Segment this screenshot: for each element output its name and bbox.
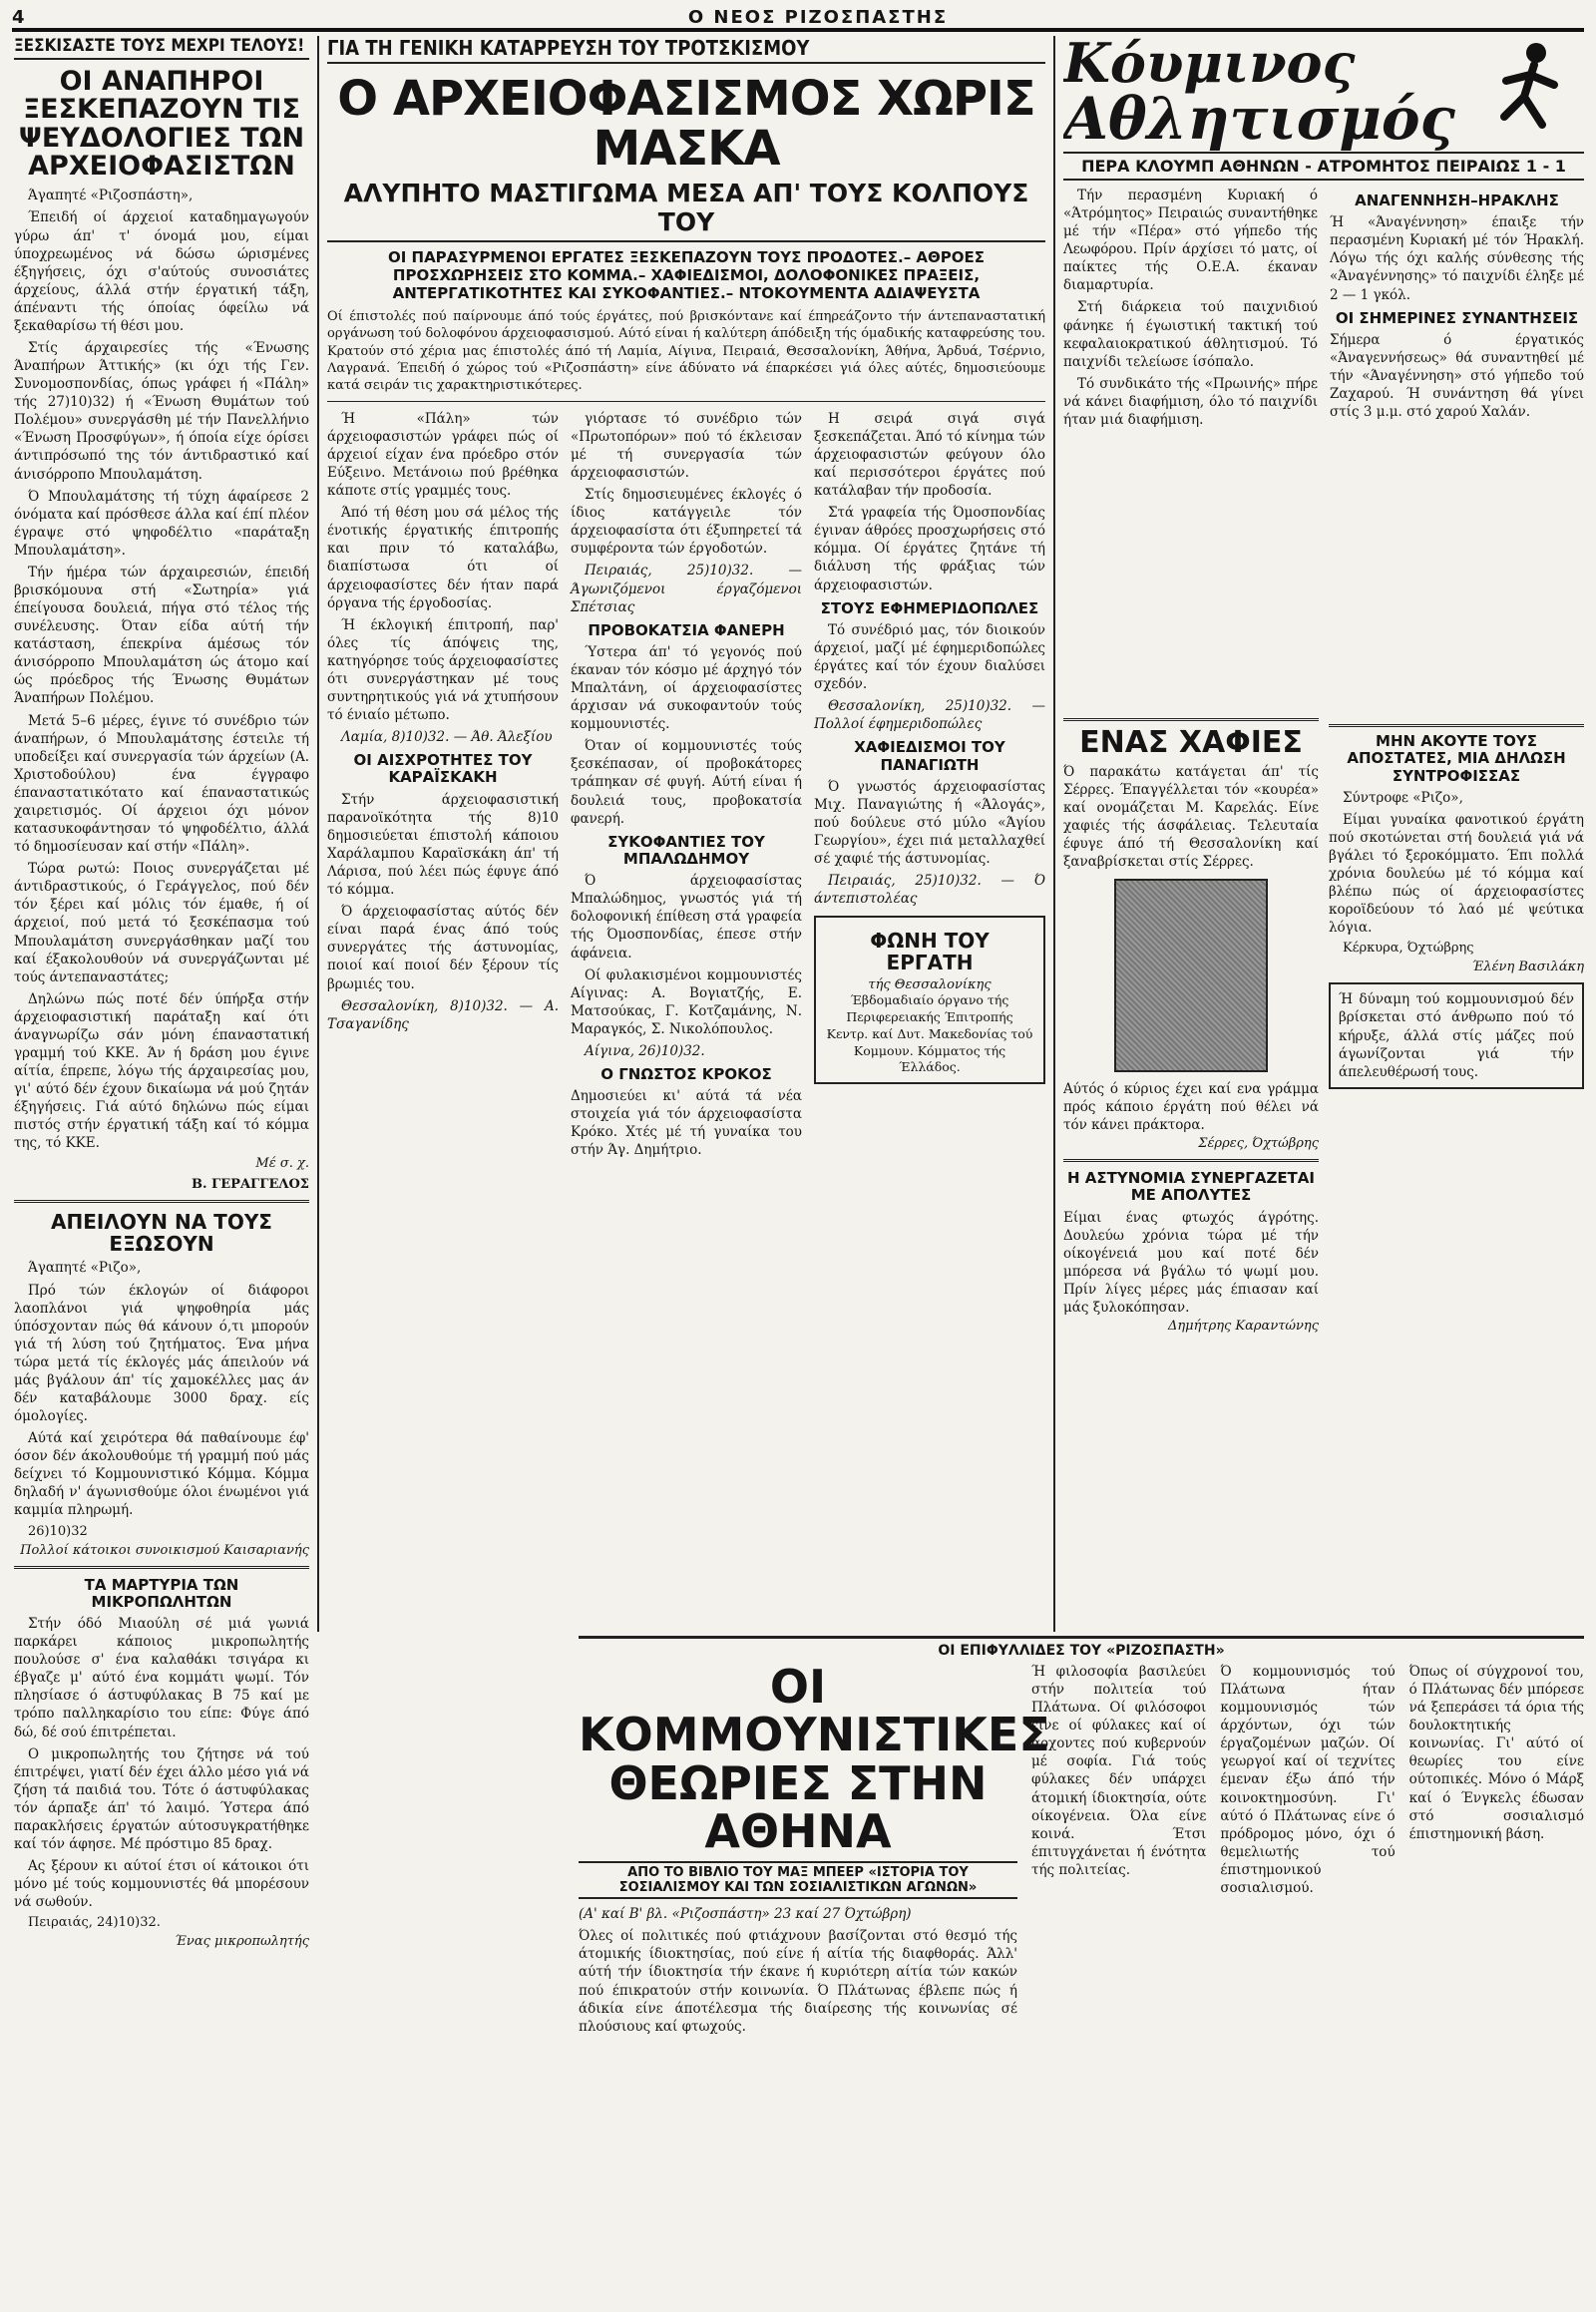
signature: Πολλοί κάτοικοι συνοικισμού Καισαριανής: [20, 1542, 309, 1558]
divider: [14, 1200, 309, 1203]
paragraph: Τό συνδικάτο τής «Πρωινής» πήρε νά κάνει διαφήμιση, όλο τό παιχνίδι ήταν μιά διαφήμιση.: [1063, 375, 1318, 428]
article-body: [1063, 187, 1318, 433]
section-headline: ΜΗΝ ΑΚΟΥΤΕ ΤΟΥΣ ΑΠΟΣΤΑΤΕΣ, ΜΙΑ ΔΗΛΩΣΗ ΣΥΝΤΡΟΦΙΣΣΑΣ: [1329, 724, 1584, 785]
paragraph: Θεσσαλονίκη, 8)10)32. — Α. Τσαγανίδης: [327, 997, 559, 1032]
paragraph: Θεσσαλονίκη, 25)10)32. — Πολλοί έφημεριδοπώλες: [814, 698, 1045, 733]
main-column-a: [327, 410, 559, 1160]
paragraph: Η σειρά σιγά σιγά ξεσκεπάζεται. Άπό τό κίνημα τών άρχειοφασιστών φεύγουν όλο καί περισσότεροι έργάτες πού κατάλαβαν τήν προδοσία.: [814, 410, 1045, 500]
salutation: Σύντροφε «Ριζο»,: [1343, 789, 1463, 806]
section-headline: ΑΝΑΓΕΝΝΗΣΗ–ΗΡΑΚΛΗΣ: [1355, 192, 1559, 209]
box-text: Έβδομαδιαίο όργανο τής Περιφερειακής Έπιτροπής Κεντρ. καί Δυτ. Μακεδονίας τού Κομμουν. Κόμματος τής Έλλάδος.: [826, 992, 1033, 1075]
article-body: [14, 187, 309, 1152]
article-body: Ή «Άναγέννηση» έπαιξε τήν περασμένη Κυριακή μέ τόν Ήρακλή. Λόγω τής όχι καλής σύνθεσης τής «Άναγέννησης» τό παιχνίδι έληξε μέ 2 — 1 γκόλ.: [1330, 214, 1584, 303]
section-headline: ΧΑΦΙΕΔΙΣΜΟΙ ΤΟΥ ΠΑΝΑΓΙΩΤΗ: [854, 738, 1005, 774]
paragraph: Οί φυλακισμένοι κομμουνιστές Αίγινας: Α. Βογιατζής, Ε. Ματσούκας, Γ. Κοτζαμάνης, Ν. Μαραγκός, Σ. Νικολόπουλος.: [571, 966, 802, 1037]
section-headline: ΠΡΟΒΟΚΑΤΣΙΑ ΦΑΝΕΡΗ: [588, 620, 785, 639]
intro: Οί έπιστολές πού παίρνουμε άπό τούς έργάτες, πού βρισκόντανε καί έπηρεάζοντο τήν άντεπαναστατική οργάνωση τού δολοφόνου άρχειοφασισμού. Αύτό είναι ή καλύτερη άπόδειξη τής όμαδικής καταφρεύσης του. Κρατούν στό χέρια μας έπιστολές άπό τή Λαμία, Αίγινα, Πειραιά, Θεσσαλονίκη, Άθήνα, Άρδυά, Τσέρνιο, Λαγρανά. Έπειδή ό χώρος τού «Ριζοσπάστη» είνε άδύνατο νά έπαρκέσει γιά όλες αύτές, δημοσιεύουμε κατά σειράν τις χαρακτηριστικότερες.: [327, 308, 1045, 402]
article-body: [571, 410, 802, 616]
paragraph: Ό Μπουλαμάτσης τή τύχη άφαίρεσε 2 όνόματα καί πρόσθεσε άλλα καί έπί πλέον έγραψε στό ψηφοδέλτιο «παράταξη Μπουλαμάτση».: [14, 488, 309, 559]
signature-greeting: Μέ σ. χ.: [255, 1156, 309, 1172]
salutation: Άγαπητέ «Ριζο»,: [28, 1260, 142, 1277]
theories-layout: [579, 1660, 1584, 2036]
paragraph: Στή διάρκεια τού παιχνιδιού φάνηκε ή έγωιστική τακτική τού κεφαλαιοκρατικού άθλητισμού. Τό παιχνίδι τελείωσε ίσόπαλο.: [1063, 299, 1318, 370]
article-body: Ή φιλοσοφία βασιλεύει στήν πολιτεία τού Πλάτωνα. Οί φιλόσοφοι είνε οί φύλακες καί οί άρχοντες πού κυβερνούν μέ σοφία. Γιά τούς φύλακες δέν υπάρχει άτομική ίδιοκτησία, ούτε οίκογένεια. Όλα είνε κοινά. Έτσι έπιτυγχάνεται ή ένότητα τής πολιτείας.: [1031, 1664, 1207, 1878]
paragraph: Μετά 5–6 μέρες, έγινε τό συνέδριο τών άναπήρων, ό Μπουλαμάτσης έστειλε τή υποδείξει καί συνεργασία τών άρχείων (Α. Χριστοδούλου) ένα έγγραφο έπαναστατικότατο καί έπαναστατικώς χαιρετισμός. Οί άρχειοι όχι μόνον κατασυκοφάντησαν τό ψηφοδέλτιο, άλλά τό δημοσίευσαν καί στήν «Πάλη».: [14, 712, 309, 856]
voice-of-worker-box: [814, 916, 1045, 1084]
paragraph: Στίς άρχαιρεσίες τής «Ένωσης Άναπήρων Άττικής» (κι όχι τής Γεν. Συνομοσπονδίας, όπως γράφει ή «Πάλη» τής 27)10)32) ή «Ένωση Θυμάτων τού Πολέμου» συνεργάσθη μέ τήν Πανελλήνιο «Ένωση Προσφύγων», ή όποία είχε όρίσει άντιπρόσωπό της τόν άντιδραστικό καί άνισόρροπο Μπουλαμάτση.: [14, 340, 309, 483]
paragraph: Λαμία, 8)10)32. — Άθ. Άλεξίου: [341, 729, 553, 746]
article-body: [814, 410, 1045, 594]
kicker: ΟΙ ΕΠΙΦΥΛΛΙΔΕΣ ΤΟΥ «ΡΙΖΟΣΠΑΣΤΗ»: [938, 1643, 1225, 1659]
section-headline: ΣΥΚΟΦΑΝΤΙΕΣ ΤΟΥ ΜΠΑΛΩΔΗΜΟΥ: [607, 832, 765, 868]
paragraph: Τήν περασμένη Κυριακή ό «Άτρόμητος» Πειραιώς συναντήθηκε μέ τήν «Πέρα» στό γήπεδο τής Λεωφόρου. Πρίν άρχίσει τό ματς, οί παίκτες τής Ο.Ε.Α. έκαναν διαμαρτυρία.: [1063, 188, 1318, 294]
section-headline: ΤΑ ΜΑΡΤΥΡΙΑ ΤΩΝ ΜΙΚΡΟΠΩΛΗΤΩΝ: [84, 1575, 239, 1611]
theories-head: [579, 1660, 1050, 2036]
kicker: ΞΕΣΚΙΣΑΣΤΕ ΤΟΥΣ ΜΕΧΡΙ ΤΕΛΟΥΣ!: [14, 36, 309, 60]
paragraph: Άπό τή θέση μου σά μέλος τής ένοτικής έργατικής έπιτροπής και πριν τό καταλάβω, διαπίστωσα ότι οί άρχειοφασίστες δέν ήταν παρά όργανα τής έργοδοσίας.: [327, 505, 559, 611]
reference: (Α' καί Β' βλ. «Ριζοσπάστη» 23 καί 27 Όχτώβρη): [579, 1906, 912, 1923]
spy-article: [1063, 718, 1319, 1616]
article-body: Όπως οί σύγχρονοί του, ό Πλάτωνας δέν μπόρεσε νά ξεπεράσει τά όρια τής δουλοκτητικής κοινωνίας. Γι' αύτό οί θεωρίες του είνε ούτοπικές. Μόνο ό Μάρξ καί ό Ένγκελς έδωσαν στό σοσιαλισμό έπιστημονική βάση.: [1408, 1664, 1584, 1842]
article-body: [327, 410, 559, 746]
paragraph: γιόρτασε τό συνέδριο τών «Πρωτοπόρων» πού τό έκλεισαν μέ τή συνεργασία τών άρχειοφασιστών.: [571, 410, 802, 482]
sports-section: [1063, 36, 1584, 834]
section-headline: ΟΙ ΣΗΜΕΡΙΝΕΣ ΣΥΝΑΝΤΗΣΕΙΣ: [1335, 308, 1579, 327]
page-number: 4: [12, 6, 25, 28]
section-headline: ΟΙ ΑΙΣΧΡΟΤΗΤΕΣ ΤΟΥ ΚΑΡΑΪΣΚΑΚΗ: [353, 751, 533, 787]
article-headline: ΕΝΑΣ ΧΑΦΙΕΣ: [1063, 718, 1319, 759]
article-body: Σήμερα ό έργατικός «Άναγεννήσεως» θά συναντηθεί μέ τήν «Άναγέννηση» στό γήπεδο τού Ζαχαρού. Ή συνάντηση θά γίνει στίς 3 μ.μ. στό χαρού Χαλάν.: [1330, 331, 1584, 421]
article-body: [571, 643, 802, 828]
column-rule: [1053, 36, 1055, 1632]
section-headline: Ο ΓΝΩΣΤΟΣ ΚΡΟΚΟΣ: [600, 1064, 772, 1083]
theories-feuilleton: [579, 1636, 1584, 2297]
article-body: [327, 791, 559, 1033]
sports-title-line1: Κόυμινος: [1063, 36, 1356, 95]
paragraph: Στήν όδό Μιαούλη σέ μιά γωνιά παρκάρει κάποιος μικροπωλητής πουλούσε σ' ένα καλαθάκι τσιγάρα κι έβγαζε μ' αύτό ένα κομμάτι ψωμί. Τόν πλησίασε ό άστυφύλακας Β 75 καί με τρόπο παλληκαρίσιο του είπε: Φύγε άπό δώ, δέ σού έπιτρέπεται.: [14, 1616, 309, 1740]
paragraph: Ό άρχειοφασίστας Μπαλώδημος, γνωστός γιά τή δολοφονική έπίθεση στά γραφεία τής Όμοσπονδίας, έπεσε στήν άφάνεια.: [571, 873, 802, 962]
article-headline: Ο ΑΡΧΕΙΟΦΑΣΙΣΜΟΣ ΧΩΡΙΣ ΜΑΣΚΑ: [337, 71, 1035, 178]
article-body: [814, 621, 1045, 733]
sports-title-line2: Αθλητισμός: [1063, 85, 1455, 153]
divider: [1063, 1159, 1319, 1162]
article-body: Αύτός ό κύριος έχει καί ενα γράμμα πρός κάποιο έργάτη πού θέλει νά τόν κάνει πράκτορα.: [1063, 1080, 1319, 1134]
paragraph: Τώρα ρωτώ: Ποιος συνεργάζεται μέ άντιδραστικούς, ό Γεράγγελος, πού δέν τόν ξέρει καί μόλις τόν έμαθε, ή οί άρχειοί, πού μετά τό ξεσκέπασμα τού Μπουλαμάτση συνεργάσθηκαν μαζί του καί έξακολουθούν νά συνεργάζωνται μέ τούς άντεπαναστάτες;: [14, 861, 309, 985]
match-result: ΠΕΡΑ ΚΛΟΥΜΠ ΑΘΗΝΩΝ - ΑΤΡΟΜΗΤΟΣ ΠΕΙΡΑΙΩΣ 1 - 1: [1063, 152, 1584, 181]
article-body: Όλες οί πολιτικές πού φτιάχνουν βασίζονται στό θεσμό τής άτομικής ίδιοκτησίας, πού είνε ή αίτία τής διαφθοράς. Άλλ' αύτή τήν ίδιοκτησία τήν έκανε ή κυριότερη αίτία τών κακών πού έπικρατούν στήν κοινωνία. Ό Πλάτωνας έβλεπε πώς ή άδικία είνε άποτέλεσμα τής διαίρεσης τής κοινωνίας σέ πλούσιους καί φτωχούς.: [579, 1928, 1017, 2035]
article-headline-line2: ΘΕΩΡΙΕΣ ΣΤΗΝ ΑΘΗΝΑ: [608, 1755, 988, 1858]
paragraph: Έπειδή οί άρχειοί καταδημαγωγούν γύρω άπ' τ' όνομά μου, είμαι ύποχρεωμένος νά δώσω ώρισμένες έξηγήσεις, όχι σ'αύτούς συνοσιάτες άρχείους, άλλά στήν έργατική τάξη, άπέναντι τής όποίας όφείλω νά ξεκαθαρίσω τή θέσι μου.: [14, 209, 309, 334]
article-body: [1329, 789, 1584, 938]
box-subtitle: τής Θεσσαλονίκης: [868, 977, 992, 993]
paragraph: Στήν άρχειοφασιστική παρανοϊκότητα τής 8)10 δημοσιεύεται έπιστολή κάποιου Χαράλαμπου Καραϊσκάκη άπ' τή Λάρισα, πού λέει πώς έφυγε άπό τό κόμμα.: [327, 791, 559, 899]
paragraph: Πειραιάς, 25)10)32. — Άγωνιζόμενοι έργαζόμενοι Σπέτσιας: [571, 563, 802, 615]
paragraph: Αίγινα, 26)10)32.: [585, 1042, 705, 1059]
paragraph: Πειραιάς, 25)10)32. — Ό άντεπιστολέας: [814, 873, 1045, 908]
date: 26)10)32: [28, 1523, 88, 1539]
quote-box: Ή δύναμη τού κομμουνισμού δέν βρίσκεται στό άνθρωπο πού τό κήρυξε, άλλά στίς μάζες πού άγωνίζονται γιά τήν άπελευθέρωσή τους.: [1329, 982, 1584, 1088]
sports-columns: [1063, 187, 1584, 433]
subheadline: ΑΛΥΠΗΤΟ ΜΑΣΤΙΓΩΜΑ ΜΕΣΑ ΑΠ' ΤΟΥΣ ΚΟΛΠΟΥΣ ΤΟΥ: [327, 179, 1045, 242]
paragraph: Ή «Πάλη» τών άρχειοφασιστών γράφει πώς οί άρχειοί είχαν ένα πρόεδρο στόν Εύξεινο. Μετάνοιω πού βρέθηκα κάποτε στίς γραμμές τους.: [327, 410, 559, 500]
paragraph: Στά γραφεία τής Όμοσπονδίας έγιναν άθρόες προσχωρήσεις στό κόμμα. Οί έργάτες ζητάνε τή διάλυση τής φράξιας τών άρχειοφασιστών.: [814, 505, 1045, 593]
sports-banner: [1063, 36, 1584, 153]
salutation: Άγαπητέ «Ριζοσπάστη»,: [28, 188, 194, 204]
article-headline-line1: ΟΙ ΚΟΜΜΟΥΝΙΣΤΙΚΕΣ: [579, 1660, 1050, 1762]
article-body: [14, 1615, 309, 1911]
comrade-statement: [1329, 718, 1584, 1616]
article-body: Είμαι ένας φτωχός άγρότης. Δουλεύω χρόνια τώρα μέ τήν οίκογένειά μου καί ποτέ δέν μπόρεσα νά βγάλω τό ψωμί μου. Πρίν λίγες μέρες μάς έπιασαν καί μάς ξυλοκόπησαν.: [1063, 1209, 1319, 1317]
article-body: Ό κομμουνισμός τού Πλάτωνα ήταν κομμουνισμός τών άρχόντων, όχι τών έργαζομένων μαζών. Οί γεωργοί καί οί τεχνίτες έμεναν έξω άπό τήν κοινοκτημοσύνη. Γι' αύτό ό Πλάτωνας είνε ό πρόδρομος μόνο, όχι ό θεμελιωτής τού έπιστημονικού σοσιαλισμού.: [1220, 1664, 1396, 1896]
article-body: [14, 1259, 309, 1519]
paragraph: Ή έκλογική έπιτροπή, παρ' όλες τίς άπόψεις της, κατηγόρησε τούς άρχειοφασίστες ότι συνεργάστηκαν μέ τους συντηρητικούς γιά νά χτυπήσουν τό ένιαίο μέτωπο.: [327, 616, 559, 724]
paragraph: Τήν ήμέρα τών άρχαιρεσιών, έπειδή βρισκόμουνα στή «Σωτηρία» γιά έπείγουσα δουλειά, πήγα στό τέλος τής συνέλευσης. Όταν είδα αύτή τήν κατάσταση, έπεκρίνα άμέσως τόν άνισόρροπο Μπουλαμάτση ώς άτομο καί ώς πρόεδρος τής Ένωσης Θυμάτων Άναπήρων Πολέμου.: [14, 564, 309, 707]
section-headline: ΣΤΟΥΣ ΕΦΗΜΕΡΙΔΟΠΩΛΕΣ: [820, 598, 1039, 617]
paragraph: Ό άρχειοφασίστας αύτός δέν είναι παρά ένας άπό τούς συνεργάτες τής άστυνομίας, ποιοί καί ποιοί δέν ξέρουν τίς βρωμιές του.: [327, 904, 559, 992]
article-body: Ό παρακάτω κατάγεται άπ' τίς Σέρρες. Έπαγγέλλεται τόν «κουρέα» καί ονομάζεται Μ. Καρελάς. Είνε χαφιές τής άσφάλειας. Τελευταία έφυγε άπό τή Θεσσαλονίκη καί ξαναβρίσκεται στίς Σέρρες.: [1063, 763, 1319, 870]
box-title: ΦΩΝΗ ΤΟΥ ΕΡΓΑΤΗ: [870, 929, 990, 975]
runner-illustration-icon: [1474, 37, 1584, 147]
paragraph: Ο μικροπωλητής του ζήτησε νά τού έπιτρέψει, γιατί δέν έχει άλλο μέσο γιά νά ζήση τά παιδιά του. Τότε ό άστυφύλακας τόν άρπαξε άπ' τό λαιμό. Ύστερα άπό παρακλήσεις έργατών αύτοσυγκρατήθηκε καί τόν άφησε. Μέ πρόστιμο 85 δραχ.: [14, 1745, 309, 1852]
section-headline: Η ΑΣΤΥΝΟΜΙΑ ΣΥΝΕΡΓΑΖΕΤΑΙ ΜΕ ΑΠΟΛΥΤΕΣ: [1067, 1169, 1315, 1205]
masthead: Ο ΝΕΟΣ ΡΙΖΟΣΠΑΣΤΗΣ: [687, 6, 949, 28]
paragraph: Δηλώνω πώς ποτέ δέν ύπήρξα στήν άρχειοφασιστική παράταξη καί ότι άναγνωρίζω σάν μόνη έπαναστατική γραμμή τού ΚΚΕ. Άν ή δράση μου έγινε αίτία, έπρεπε, λόγω τής άρχαιρεσίας μου, γι' αύτό δέν έχουν δικαίωμα νά μού ζητάν έξηγήσεις. Γιά αύτό δηλώνω πώς είμαι πιστός στήν έργατική τάξη καί τό κόμμα της, τό ΚΚΕ.: [14, 990, 309, 1152]
paragraph: Τό συνέδριό μας, τόν διοικούν άρχειοί, μαζί μέ έφημεριδοπώλες έργάτες καί τόν έχουν διαλύσει σχεδόν.: [814, 621, 1045, 693]
place: Κέρκυρα, Όχτώβρης: [1343, 941, 1474, 957]
main-column-b: [571, 410, 802, 1160]
main-column-c: [814, 410, 1045, 1160]
paragraph: Πρό τών έκλογών οί διάφοροι λαοπλάνοι γιά ψηφοθηρία μάς ύπόσχονταν πώς θά κάνουν ό,τι μπορούν γιά τή λύση τού ζητήματος. Ένα μήνα τώρα μετά τίς έκλογές μάς άπειλούν νά μάς βγάλουν άπ' τίς χαμοκέλλες μας άν δέν καταβάλουμε 3000 δραχ. είς όμολογίες.: [14, 1282, 309, 1425]
deck: ΟΙ ΠΑΡΑΣΥΡΜΕΝΟΙ ΕΡΓΑΤΕΣ ΞΕΣΚΕΠΑΖΟΥΝ ΤΟΥΣ ΠΡΟΔΟΤΕΣ.– ΑΘΡΟΕΣ ΠΡΟΣΧΩΡΗΣΕΙΣ ΣΤΟ ΚΟΜΜΑ.– ΧΑΦΙΕΔΙΣΜΟΙ, ΔΟΛΟΦΟΝΙΚΕΣ ΠΡΑΞΕΙΣ, ΑΝΤΕΡΓΑΤΙΚΟΤΗΤΕΣ ΚΑΙ ΣΥΚΟΦΑΝΤΙΕΣ.– ΝΤΟΚΟΥΜΕΝΤΑ ΑΔΙΑΨΕΥΣΤΑ: [387, 247, 986, 302]
portrait-photo: [1114, 879, 1268, 1072]
paragraph: Ας ξέρουν κι αύτοί έτσι οί κάτοικοι ότι μόνο μέ τούς κομμουνιστές θά μπορέσουν νά σωθούν.: [14, 1858, 309, 1911]
paragraph: Όταν οί κομμουνιστές τούς ξεσκέπασαν, οί προβοκάτορες τράπηκαν σέ φυγή. Αύτή είναι ή δουλειά τους, προβοκατσία φανερή.: [571, 738, 802, 827]
article-body: [814, 778, 1045, 909]
main-columns: [327, 410, 1045, 1160]
paragraph: Ό γνωστός άρχειοφασίστας Μιχ. Παναγιώτης ή «Άλογάς», πού δούλευε στό μύλο «Άγίου Γεωργίου», έχει πιά μεταλλαχθεί σέ χαφιέ τής άστυνομίας.: [814, 778, 1045, 868]
left-column: [14, 36, 309, 2300]
signature: Δημήτρης Καραντώνης: [1167, 1319, 1319, 1335]
source-line: ΑΠΟ ΤΟ ΒΙΒΛΙΟ ΤΟΥ ΜΑΞ ΜΠΕΕΡ «ΙΣΤΟΡΙΑ ΤΟΥ ΣΟΣΙΑΛΙΣΜΟΥ ΚΑΙ ΤΩΝ ΣΟΣΙΑΛΙΣΤΙΚΩΝ ΑΓΩΝΩΝ»: [579, 1861, 1017, 1899]
date: Πειραιάς, 24)10)32.: [28, 1915, 161, 1931]
divider: [14, 1566, 309, 1569]
article-body: Δημοσιεύει κι' αύτά τά νέα στοιχεία γιά τόν άρχειοφασίστα Κρόκο. Χτές μέ τή γυναίκα του στήν Άγ. Δημήτριο.: [571, 1088, 802, 1159]
section-headline: ΑΠΕΙΛΟΥΝ ΝΑ ΤΟΥΣ ΕΞΩΣΟΥΝ: [51, 1210, 272, 1257]
paragraph: Είμαι γυναίκα φανοτικού έργάτη πού σκοτώνεται στή δουλειά γιά νά βγάλει τό ξεροκόμματο. Έπι πολλά χρόνια δουλεύω μέ τό κόμμα καί βλέπω πώς οί άρχειοφασίστες κοροϊδεύουν τό λαό μέ ψεύτικα λόγια.: [1329, 811, 1584, 937]
kicker: ΓΙΑ ΤΗ ΓΕΝΙΚΗ ΚΑΤΑΡΡΕΥΣΗ ΤΟΥ ΤΡΟΤΣΚΙΣΜΟΥ: [327, 36, 1045, 64]
signature: Β. ΓΕΡΑΓΓΕΛΟΣ: [191, 1177, 309, 1193]
paragraph: Αύτά καί χειρότερα θά παθαίνουμε έφ' όσον δέν άκολουθούμε τή γραμμή πού μάς δείχνει τό Κομμουνιστικό Κόμμα. Κόμμα δηλαδή ν' άγωνισθούμε όλοι ένωμένοι γιά καμμία πληρωμή.: [14, 1430, 309, 1519]
paragraph: Ύστερα άπ' τό γεγονός πού έκαναν τόν κόσμο μέ άρχηγό τόν Μπαλτάνη, οί άρχειοφασίστες άρχισαν νά συκοφαντούν τούς κομμουνιστές.: [571, 643, 802, 733]
signature: Σέρρες, Όχτώβρης: [1198, 1136, 1319, 1152]
sports-column-b: [1330, 187, 1584, 433]
signature: Έλένη Βασιλάκη: [1471, 960, 1584, 975]
top-bar: [12, 6, 1584, 32]
paragraph: Στίς δημοσιευμένες έκλογές ό ίδιος κατάγγειλε τόν άρχειοφασίστα ότι έξυπηρετεί τά συμφέροντα τών έργοδοτών.: [571, 487, 802, 558]
main-article: [327, 36, 1045, 1632]
column-rule: [317, 36, 319, 1632]
article-headline: ΟΙ ΑΝΑΠΗΡΟΙ ΞΕΣΚΕΠΑΖΟΥΝ ΤΙΣ ΨΕΥΔΟΛΟΓΙΕΣ ΤΩΝ ΑΡΧΕΙΟΦΑΣΙΣΤΩΝ: [18, 66, 305, 183]
article-body: [571, 872, 802, 1060]
signature: Ένας μικροπωλητής: [175, 1934, 309, 1950]
